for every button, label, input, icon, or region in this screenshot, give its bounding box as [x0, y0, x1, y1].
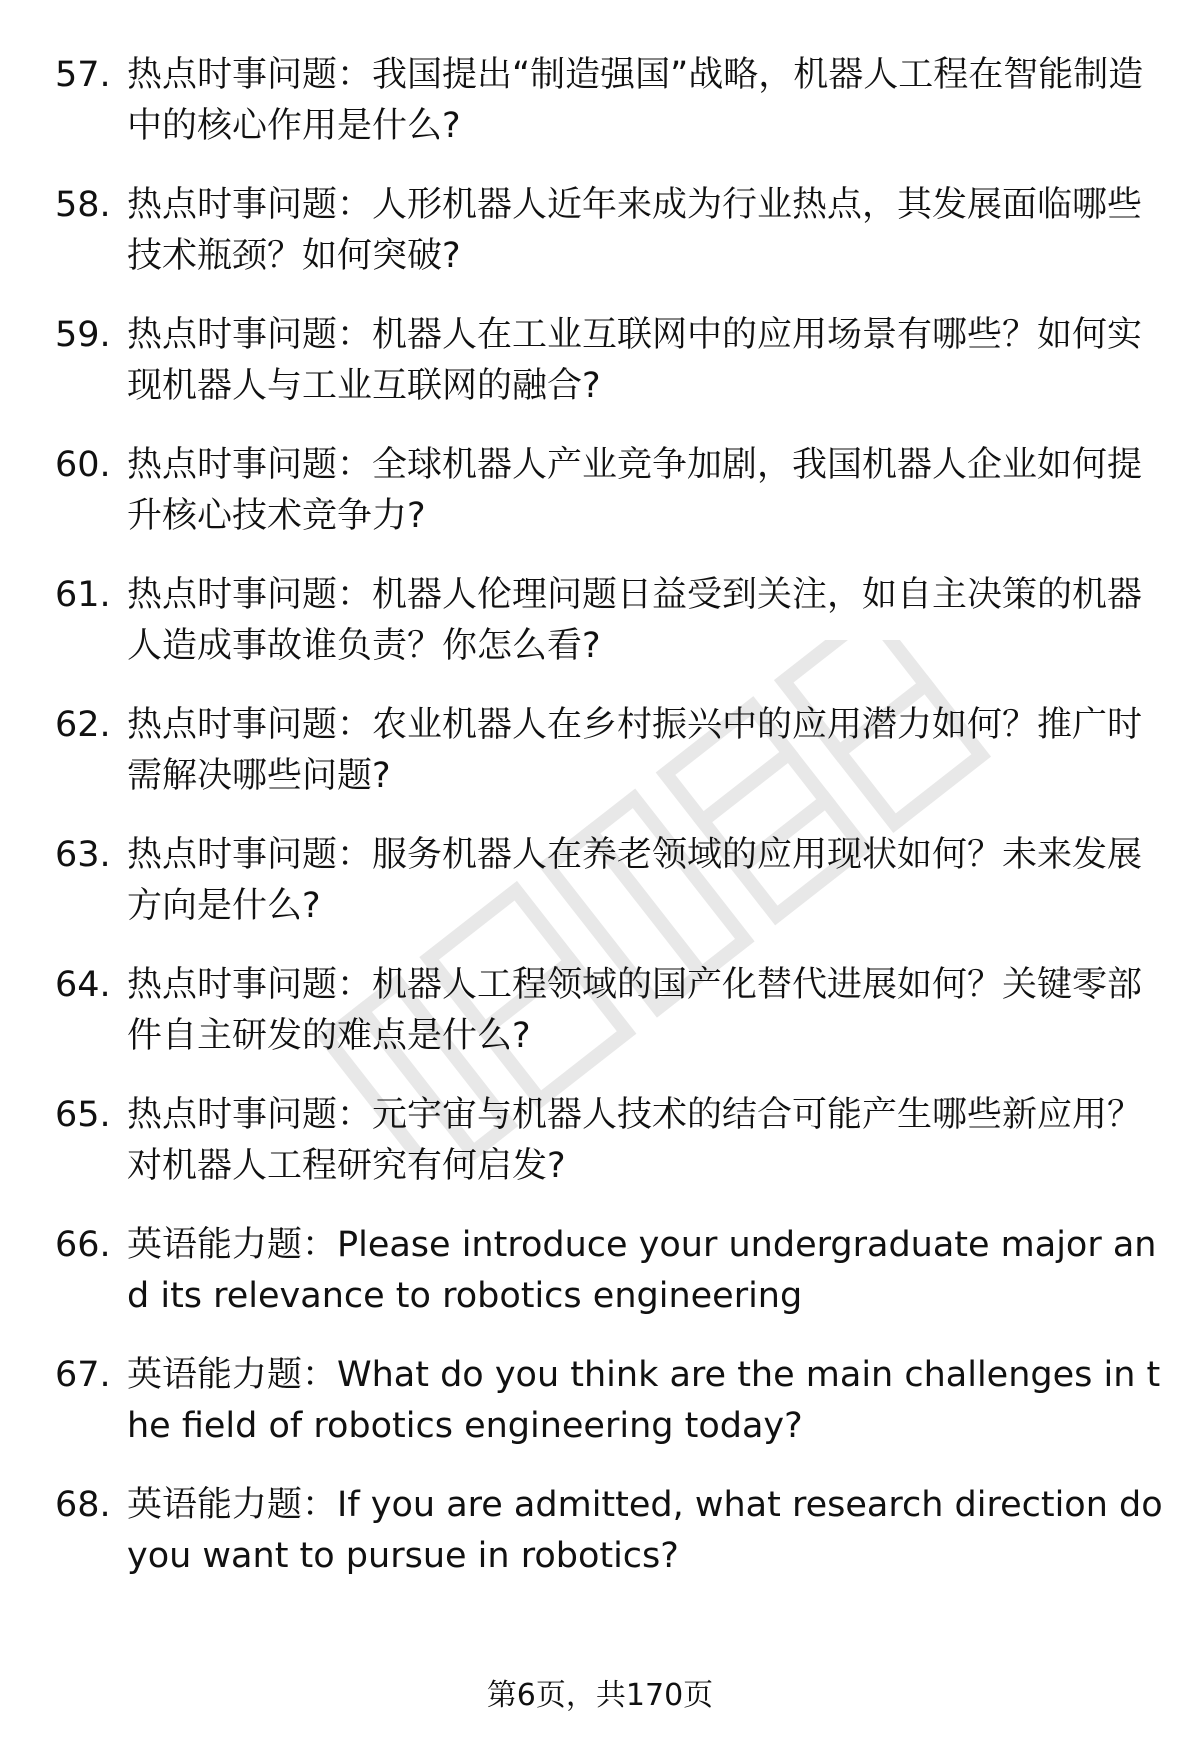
question-text: 热点时事问题：机器人在工业互联网中的应用场景有哪些？如何实现机器人与工业互联网的融合?: [127, 315, 1143, 406]
list-item: [55, 1350, 1165, 1452]
question-list: [55, 50, 1165, 1610]
question-text: 热点时事问题：我国提出“制造强国”战略，机器人工程在智能制造中的核心作用是什么?: [127, 55, 1144, 146]
list-item: [55, 440, 1165, 542]
question-text: 热点时事问题：农业机器人在乡村振兴中的应用潜力如何？推广时需解决哪些问题?: [127, 705, 1143, 796]
question-text: 热点时事问题：机器人工程领域的国产化替代进展如何？关键零部件自主研发的难点是什么?: [127, 965, 1143, 1056]
question-text: 英语能力题：If you are admitted, what research direction do you want to pursue in robotics?: [127, 1485, 1163, 1576]
question-number: 65.: [55, 1095, 111, 1135]
question-text: 热点时事问题：全球机器人产业竞争加剧，我国机器人企业如何提升核心技术竞争力?: [127, 445, 1143, 536]
question-text: 热点时事问题：服务机器人在养老领域的应用现状如何？未来发展方向是什么?: [127, 835, 1143, 926]
list-item: [55, 1220, 1165, 1322]
list-item: [55, 960, 1165, 1062]
question-text: 英语能力题：Please introduce your undergraduate major and its relevance to robotics engineering: [127, 1225, 1157, 1316]
question-number: 64.: [55, 965, 111, 1005]
question-number: 62.: [55, 705, 111, 745]
question-number: 67.: [55, 1355, 111, 1395]
list-item: [55, 180, 1165, 282]
question-text: 热点时事问题：元宇宙与机器人技术的结合可能产生哪些新应用？对机器人工程研究有何启发?: [127, 1095, 1143, 1186]
list-item: [55, 1480, 1165, 1582]
question-number: 60.: [55, 445, 111, 485]
list-item: [55, 830, 1165, 932]
list-item: [55, 1090, 1165, 1192]
question-number: 61.: [55, 575, 111, 615]
question-text: 英语能力题：What do you think are the main challenges in the field of robotics engineering today?: [127, 1355, 1161, 1446]
list-item: [55, 310, 1165, 412]
question-number: 68.: [55, 1485, 111, 1525]
question-text: 热点时事问题：人形机器人近年来成为行业热点，其发展面临哪些技术瓶颈？如何突破?: [127, 185, 1143, 276]
list-item: [55, 570, 1165, 672]
question-number: 57.: [55, 55, 111, 95]
question-text: 热点时事问题：机器人伦理问题日益受到关注，如自主决策的机器人造成事故谁负责？你怎么看?: [127, 575, 1143, 666]
question-number: 58.: [55, 185, 111, 225]
page-footer: 第6页，共170页: [486, 1678, 714, 1713]
list-item: [55, 700, 1165, 802]
list-item: [55, 50, 1165, 152]
question-number: 66.: [55, 1225, 111, 1265]
question-number: 63.: [55, 835, 111, 875]
question-number: 59.: [55, 315, 111, 355]
